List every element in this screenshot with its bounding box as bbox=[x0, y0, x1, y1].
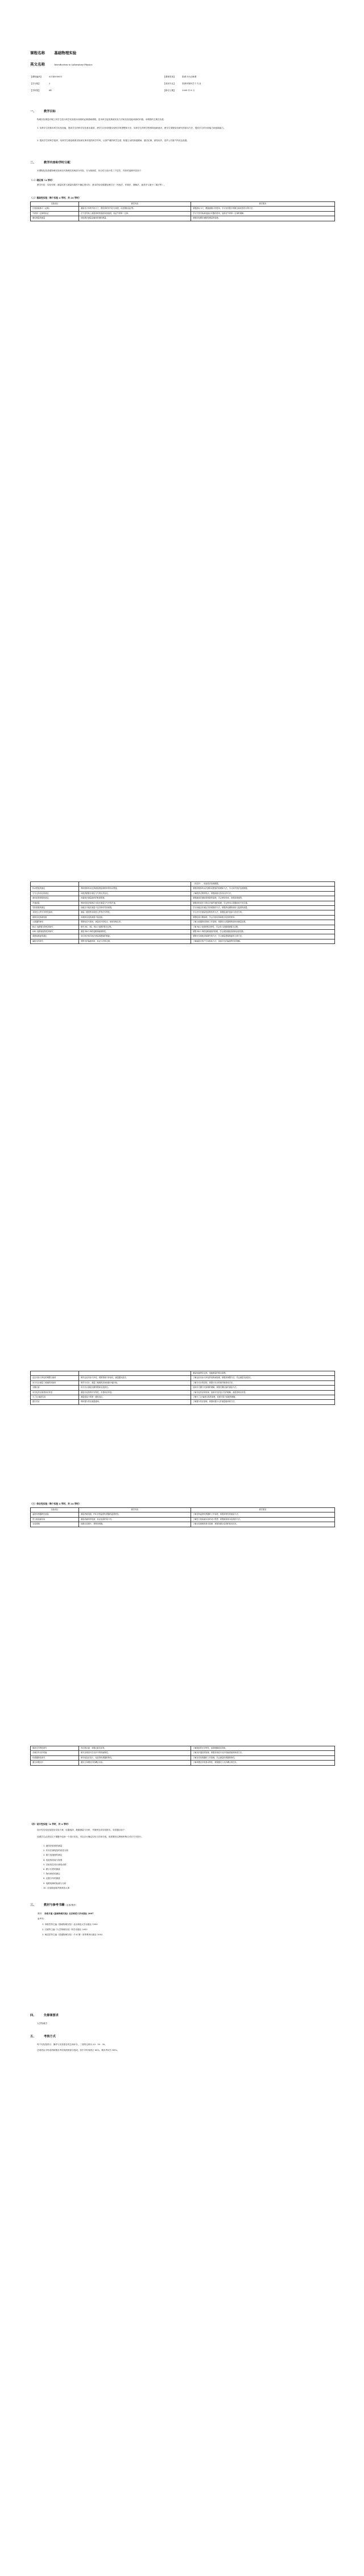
cell-name: 液体粘滞系数的测定 bbox=[31, 896, 79, 901]
hours-value: 2 bbox=[49, 83, 51, 85]
table-row bbox=[31, 1751, 335, 1755]
cell-content: 测量热敏电阻、PN 结等温度传感器的温度特性。 bbox=[79, 1512, 191, 1517]
reference-label: 参考书： bbox=[38, 1918, 46, 1920]
table-row bbox=[31, 1386, 335, 1390]
cell-require: 了解 RLC 电路的暂态特性，学会用示波器观测暂态过程。 bbox=[191, 925, 335, 929]
cell-content: 利用刚体转动定律测量圆盘和圆环的转动惯量。 bbox=[79, 887, 191, 891]
list-item: 6. 微小长度的测量 bbox=[43, 1868, 60, 1871]
cell-content: 用分光计测量光栅常数和光波波长。 bbox=[79, 1386, 191, 1390]
comprehensive-experiments-table bbox=[30, 1507, 335, 1527]
cell-name: 夫兰克-赫兹实验 bbox=[31, 1395, 79, 1400]
cell-name: 传感器特性研究 bbox=[31, 1755, 79, 1760]
table-row bbox=[31, 906, 335, 910]
course-name-label: 课程名称 bbox=[30, 51, 45, 55]
col-header-require: 教学要求 bbox=[191, 202, 335, 207]
info-row-3 bbox=[30, 89, 195, 92]
cell-content: 测量油滴所带电荷，验证电荷的量子性。 bbox=[79, 1517, 191, 1522]
section-1-title: 教学目标 bbox=[44, 110, 56, 113]
section-5-number: 五、 bbox=[30, 2035, 36, 2038]
section-1-number: 一、 bbox=[30, 110, 36, 113]
cell-require: 学习伏安法测量电阻特性的方法，掌握电表的选择与误差分析。 bbox=[191, 910, 335, 915]
code-label: 【课程编码】 bbox=[30, 76, 43, 78]
cell-content: 利用驻波法和相位比较法测量空气中的声速。 bbox=[79, 901, 191, 905]
cell-require: 掌握游标卡尺、螺旋测微计的使用；学习有效数字的概念和误差的计算方法。 bbox=[191, 207, 335, 211]
table-row bbox=[31, 896, 335, 901]
table-row bbox=[31, 1380, 335, 1385]
cell-require: 掌握用扭摆法测刚性模量的原理。 bbox=[191, 216, 335, 221]
cell-require: （光杠杆），用逐差法处理数据。 bbox=[191, 882, 335, 887]
cell-require: 了解微波的光学特性，加深理解波动现象。 bbox=[191, 1746, 335, 1751]
cell-content: 观察光的偏振现象，验证马吕斯定律。 bbox=[79, 939, 191, 943]
table-row bbox=[31, 920, 335, 925]
cell-name: 长度测量练习（必做） bbox=[31, 207, 79, 211]
cell-name: 惠斯登电桥测电阻 bbox=[31, 915, 79, 920]
cell-require: 了解单模光纤的基本特性，掌握激光与光纤耦合的技术。 bbox=[191, 1761, 335, 1765]
col-header-name: 实验项目 bbox=[31, 202, 79, 207]
cell-name: 转动惯量的测定 bbox=[31, 887, 79, 891]
cell-name: 激光单模光纤 bbox=[31, 1761, 79, 1765]
page-2 bbox=[0, 859, 364, 1717]
prerequisite-text: 大学物理学 bbox=[37, 2022, 47, 2025]
table-row bbox=[31, 910, 335, 915]
table-row bbox=[31, 216, 335, 221]
cell-require: 掌握用驻波法与相位法测声速的原理，学会使用示波器和信号发生器。 bbox=[191, 901, 335, 905]
table-row bbox=[31, 930, 335, 934]
sub-2-heading: （二）基础性实验（每个实验 4 学时，共 24 学时） bbox=[30, 196, 81, 199]
col-header-require: 教学要求 bbox=[191, 1508, 335, 1512]
section-4-heading bbox=[30, 2013, 59, 2017]
section-5-title: 考核方式 bbox=[44, 2035, 56, 2038]
cell-require: 了解分光计的结构，掌握分光计的调节和使用方法。 bbox=[191, 1380, 335, 1385]
sub-4-heading: （四）设计性实验（4 学时，共 4 学时） bbox=[30, 1823, 70, 1825]
info-row-1 bbox=[30, 76, 196, 79]
cell-name: 示波器的使用 bbox=[31, 920, 79, 925]
period-label: 【学时数】 bbox=[30, 89, 40, 92]
cell-content: 测量光电管的伏安特性，求普朗克常量。 bbox=[79, 1390, 191, 1395]
textbook-label: 教材： bbox=[38, 1913, 44, 1915]
cell-require: 了解各种温度传感器的工作原理，掌握其特性的测量方法。 bbox=[191, 1512, 335, 1517]
design-topic-list bbox=[38, 1844, 69, 1890]
cell-content: 利用霍尔效应测量磁场。 bbox=[79, 1400, 191, 1404]
cell-require: 加深对光栅分光原理的理解，掌握光栅衍射的测量方法。 bbox=[191, 1386, 335, 1390]
cell-require: 掌握 RLC 串联电路谐振的原理，学会测量谐振曲线和品质因数。 bbox=[191, 930, 335, 934]
course-name-row bbox=[30, 50, 76, 55]
revise-value: 2009 年 8 月 bbox=[182, 89, 195, 92]
section-1-item-1: 1. 培养学生的基本科学实验技能，提高学生的科学实验基本素质，使学生初步掌握实验科学的思想和方法。培养学生的科学思维和创新意识，使学生掌握实验研究的基本方法，提高学生的分析能力和创新能力。 bbox=[37, 127, 226, 129]
cell-require: 掌握光学系统共轴调节的方法，学习测量透镜焦距的几种方法。 bbox=[191, 934, 335, 939]
table-row bbox=[31, 939, 335, 943]
basic-experiments-table bbox=[30, 201, 335, 221]
list-item: 10. 自组望远镜并测其放大率 bbox=[43, 1886, 70, 1889]
cell-name: 光栅衍射 bbox=[31, 1386, 79, 1390]
cell-content bbox=[79, 1371, 191, 1376]
cell-require: 了解夫兰克-赫兹实验的原理，加深对原子能级的理解。 bbox=[191, 1395, 335, 1400]
section-1-item-2: 2. 提高学生的科学素养，培养学生理论联系实际和实事求是的科学作风，认真严谨的科学态度，积极主动的探索精神，遵守纪律，团结协作，爱护公共财产的优良品德。 bbox=[37, 139, 189, 142]
cell-name: 偏振光的研究 bbox=[31, 939, 79, 943]
section-4-title: 先修课要求 bbox=[44, 2014, 59, 2017]
english-name-row bbox=[30, 61, 92, 67]
list-item: 2. 伏安法测电阻的误差分析 bbox=[43, 1849, 69, 1852]
cell-name: 导热系数的测定 bbox=[31, 906, 79, 910]
list-item: 5. 自组电位差计测电动势 bbox=[43, 1863, 67, 1866]
cell-require: 了解绝热过程的特点，掌握测量比热容比的方法。 bbox=[191, 891, 335, 896]
cell-name bbox=[31, 882, 79, 887]
reference-item: 2. 吕斌等主编《大学物理实验》科学出版社 2003 bbox=[42, 1928, 88, 1931]
cell-require: 学习用稳态法测定导热系数的方法，掌握热电偶的使用与温度的测量。 bbox=[191, 906, 335, 910]
cell-name: 声速测量 bbox=[31, 901, 79, 905]
period-value: 64 bbox=[49, 89, 52, 92]
cell-name: 用光电效应测普朗克常量 bbox=[31, 1390, 79, 1395]
english-name-label: 英文名称 bbox=[30, 62, 45, 67]
section-2-heading bbox=[30, 160, 71, 164]
col-header-content: 教学内容 bbox=[79, 1508, 191, 1512]
cell-name bbox=[31, 1371, 79, 1376]
table-row bbox=[31, 1746, 335, 1751]
section-3-note: （必备/推荐） bbox=[64, 1904, 78, 1906]
cell-content: 测量 RLC 串联电路的幅频特性。 bbox=[79, 930, 191, 934]
cell-content: 用惠斯登电桥测量中值电阻。 bbox=[79, 915, 191, 920]
sub-3-heading: （三）综合性实验（每个实验 4 学时，共 24 学时） bbox=[30, 1502, 81, 1505]
cell-name: 刚性模量的测量 bbox=[31, 216, 79, 221]
section-5-heading bbox=[30, 2034, 56, 2038]
cell-require: 了解密立根油滴实验的设计思想，掌握测量基本电荷的方法。 bbox=[191, 1517, 335, 1522]
cell-content: 用稳态平板法测量不良导体的导热系数。 bbox=[79, 906, 191, 910]
list-item: 8. 光强分布的测量 bbox=[43, 1877, 60, 1880]
table-header-row bbox=[31, 1508, 335, 1512]
scope-label: 【适用专业】 bbox=[163, 83, 176, 85]
type-label: 【课程类别】 bbox=[163, 76, 176, 78]
cell-content: 激光与单模光纤的耦合实验。 bbox=[79, 1761, 191, 1765]
list-item: 7. 物体密度的测定 bbox=[43, 1873, 60, 1876]
revise-label: 【修订日期】 bbox=[163, 89, 176, 92]
cell-require: 了解迈克耳孙干涉仪的结构和原理，掌握其调整方法，学会测量光波波长。 bbox=[191, 1376, 335, 1380]
section-4-number: 四、 bbox=[30, 2014, 36, 2017]
assessment-text-1: 每个实验按预习、操作与实验报告的总和评分，三者的比例为 20：50：30。 bbox=[37, 2043, 107, 2046]
col-header-content: 教学内容 bbox=[79, 202, 191, 207]
textbook bbox=[38, 1911, 102, 1916]
table-row bbox=[31, 1376, 335, 1380]
cell-name: 全息照相 bbox=[31, 1522, 79, 1527]
info-row-2 bbox=[30, 83, 201, 85]
list-item: 3. 重力加速度的测定 bbox=[43, 1854, 63, 1857]
cell-name: 微波光学特性研究 bbox=[31, 1746, 79, 1751]
type-value: 院系平台必修课 bbox=[182, 76, 197, 78]
section-3-title: 教材与参考书籍 bbox=[44, 1903, 65, 1907]
cell-content: 观察电信号波形，测量信号的电压、频率和相位差。 bbox=[79, 920, 191, 925]
cell-content: 调节迈克耳孙干涉仪，观察等倾干涉条纹，测量激光波长。 bbox=[79, 1376, 191, 1380]
cell-require: 了解偏振光的产生和检验方法，加深对光的偏振特性的理解。 bbox=[191, 939, 335, 943]
comprehensive-experiments-table-continued bbox=[30, 1746, 335, 1766]
cell-content: 拍摄全息照片，观察再现像。 bbox=[79, 1522, 191, 1527]
cell-require: 学习气垫导轨和电脑计时器的使用，加深对牛顿第二定律的理解。 bbox=[191, 211, 335, 216]
table-row bbox=[31, 887, 335, 891]
section-3-number: 三、 bbox=[30, 1903, 36, 1907]
table-row bbox=[31, 1400, 335, 1404]
table-row bbox=[31, 901, 335, 905]
cell-name: 空气比热容比的测定 bbox=[31, 891, 79, 896]
page-1 bbox=[0, 0, 364, 859]
cell-require: 掌握用刚体转动法测转动惯量的原理和方法，学习用作图法处理数据。 bbox=[191, 887, 335, 891]
table-row bbox=[31, 915, 335, 920]
table-row bbox=[31, 1755, 335, 1760]
table-row bbox=[31, 891, 335, 896]
scope-value: 资源环境科学 1 专业 bbox=[182, 83, 201, 85]
table-row bbox=[31, 207, 335, 211]
cell-require: 掌握落球法测粘滞系数的原理，学会使用秒表、读数显微镜等。 bbox=[191, 896, 335, 901]
cell-content: 用扭摆法测量金属丝的刚性模量。 bbox=[79, 216, 191, 221]
reference-item: 1. 李艳雪等主编《基础物理实验》北京师范大学出版社 1999 bbox=[42, 1923, 98, 1926]
cell-require: 了解光电效应的规律，加深对光的量子性的理解，测量普朗克常量。 bbox=[191, 1390, 335, 1395]
cell-name: 迈克耳孙干涉仪的调整与使用 bbox=[31, 1376, 79, 1380]
page-3 bbox=[0, 1717, 364, 2576]
table-row bbox=[31, 925, 335, 929]
cell-content: 在气垫导轨上测量滑块的速度和加速度，验证牛顿第二定律。 bbox=[79, 211, 191, 216]
table-header-row bbox=[31, 202, 335, 207]
section-2-intro: 本课程包括普通物理实验和近代物理实验两部分内容。分为基础性、综合性与设计性三个层次，具体的选修内容如下： bbox=[37, 170, 143, 172]
cell-require: 测量电磁感应定律，电磁测量的基本原理。 bbox=[191, 1371, 335, 1376]
cell-content: 测量氩原子的第一激发电位。 bbox=[79, 1395, 191, 1400]
design-note: 选课学生必须从以下课题中选择一个进行实验，可以自行确定实验方法和手段，但需要经过教师审核认可后方可进行。 bbox=[37, 1836, 143, 1838]
table-row bbox=[31, 1517, 335, 1522]
textbook-title: 李春月编《基础物理实验》北京师范大学出版社 2007 bbox=[44, 1913, 94, 1915]
cell-content: 测量二极管等非线性元件的伏安特性。 bbox=[79, 910, 191, 915]
section-2-title: 教学内容和学时分配 bbox=[44, 161, 71, 164]
section-1-intro: 物理实验课是对理工科学生进行科学实验基本训练的必修基础课程，是本科生接受系统实验方法和实验技能训练的开端。本课程的主要任务是： bbox=[37, 118, 166, 121]
cell-content: 测量长方体的外形尺寸、圆柱体的内外径与深度，以及钢丝直径等。 bbox=[79, 207, 191, 211]
assessment-text-2: 总成绩由平时成绩和期末考试成绩两部分组成，其中平时成绩占 60%，期末考试占 40%。 bbox=[37, 2049, 119, 2051]
cell-name: 牛顿第二定律的验证 bbox=[31, 211, 79, 216]
basic-experiments-table-continued-2 bbox=[30, 1371, 335, 1405]
table-row bbox=[31, 882, 335, 887]
cell-require: 了解各类传感器的工作原理，学会测量传感器的特性。 bbox=[191, 1755, 335, 1760]
table-row bbox=[31, 1522, 335, 1527]
cell-require: 了解光纤通信的原理，掌握音频信号光纤传输系统的调试方法。 bbox=[191, 1751, 335, 1755]
english-name: Introduction to Laboratory Physics bbox=[54, 63, 93, 66]
sub-1-text: 教学内容：实验安排；测量误差与测量结果的不确定度评价；基本的实验数据处理方法（列表法、作图法、图解法、逐差法与最小二乘法等）。 bbox=[37, 184, 166, 186]
design-intro: 设计性实验包括提出实验方案、仪器选择、数据测量与分析，并最终完成实验报告。实验题目如下： bbox=[37, 1829, 127, 1831]
cell-content: 用自准法和共轭法测量薄透镜的焦距。 bbox=[79, 934, 191, 939]
list-item: 9. 电路故障的检测与分析 bbox=[43, 1882, 67, 1885]
cell-name: RLC 电路暂态特性的研究 bbox=[31, 925, 79, 929]
cell-require: 了解示波器的结构和工作原理，掌握用示波器观察波形和测量参数。 bbox=[191, 920, 335, 925]
col-header-name: 实验项目 bbox=[31, 1508, 79, 1512]
table-row bbox=[31, 1512, 335, 1517]
section-2-number: 二、 bbox=[30, 161, 36, 164]
cell-content: 用绝热膨胀法测定空气的比热容比。 bbox=[79, 891, 191, 896]
cell-content: 用落球法测量液体的粘滞系数。 bbox=[79, 896, 191, 901]
cell-name: LRC 电路谐振特性的研究 bbox=[31, 930, 79, 934]
cell-content: 研究 RC、RL、RLC 电路的暂态过程。 bbox=[79, 925, 191, 929]
table-row bbox=[31, 934, 335, 939]
table-row bbox=[31, 1395, 335, 1400]
basic-experiments-table-continued bbox=[30, 881, 335, 944]
cell-require: 了解全息照相的基本原理，掌握拍摄全息图的基本技术。 bbox=[191, 1522, 335, 1527]
reference-item: 3. 杨述武等主编《普通物理实验》（1-4 册）高等教育出版社 2002 bbox=[42, 1934, 103, 1936]
table-row bbox=[31, 211, 335, 216]
cell-name: 密立根油滴实验 bbox=[31, 1517, 79, 1522]
table-row bbox=[31, 1371, 335, 1376]
cell-name: 薄透镜焦距的测定 bbox=[31, 934, 79, 939]
list-item: 4. 电表的改装与校准 bbox=[43, 1858, 63, 1861]
course-name: 基础物理实验 bbox=[54, 51, 77, 55]
cell-name: 温度传感器特性测量 bbox=[31, 1512, 79, 1517]
cell-name: 霍尔效应 bbox=[31, 1400, 79, 1404]
cell-require: 了解霍尔效应原理，掌握用霍尔元件测量磁场的方法。 bbox=[191, 1400, 335, 1404]
cell-content bbox=[79, 882, 191, 887]
textbook-list bbox=[38, 1911, 102, 1938]
cell-name: 用分光计测量三棱镜的折射率 bbox=[31, 1380, 79, 1385]
table-row bbox=[31, 1761, 335, 1765]
list-item: 1. 液体折射率的测量 bbox=[43, 1845, 63, 1847]
cell-content: 研究音频信号在光纤中的传输特性。 bbox=[79, 1751, 191, 1755]
cell-content: 研究电阻应变片、电容等传感器的特性。 bbox=[79, 1755, 191, 1760]
cell-content: 布拉格衍射、单缝衍射实验等。 bbox=[79, 1746, 191, 1751]
cell-name: 非线性元件伏安特性曲线 bbox=[31, 910, 79, 915]
cell-name: 音频信号光纤传输 bbox=[31, 1751, 79, 1755]
hours-label: 【学分数】 bbox=[30, 83, 40, 85]
code-value: 0214000003 bbox=[49, 76, 62, 78]
section-3-heading bbox=[30, 1903, 77, 1907]
cell-require: 掌握电桥平衡原理，学会自组电桥和箱式电桥的使用。 bbox=[191, 915, 335, 920]
section-1-heading bbox=[30, 109, 56, 113]
sub-1-heading: （一）绪论课（4 学时） bbox=[30, 179, 54, 182]
table-row bbox=[31, 1390, 335, 1395]
cell-content: 调节分光计，测量三棱镜的顶角和最小偏向角。 bbox=[79, 1380, 191, 1385]
